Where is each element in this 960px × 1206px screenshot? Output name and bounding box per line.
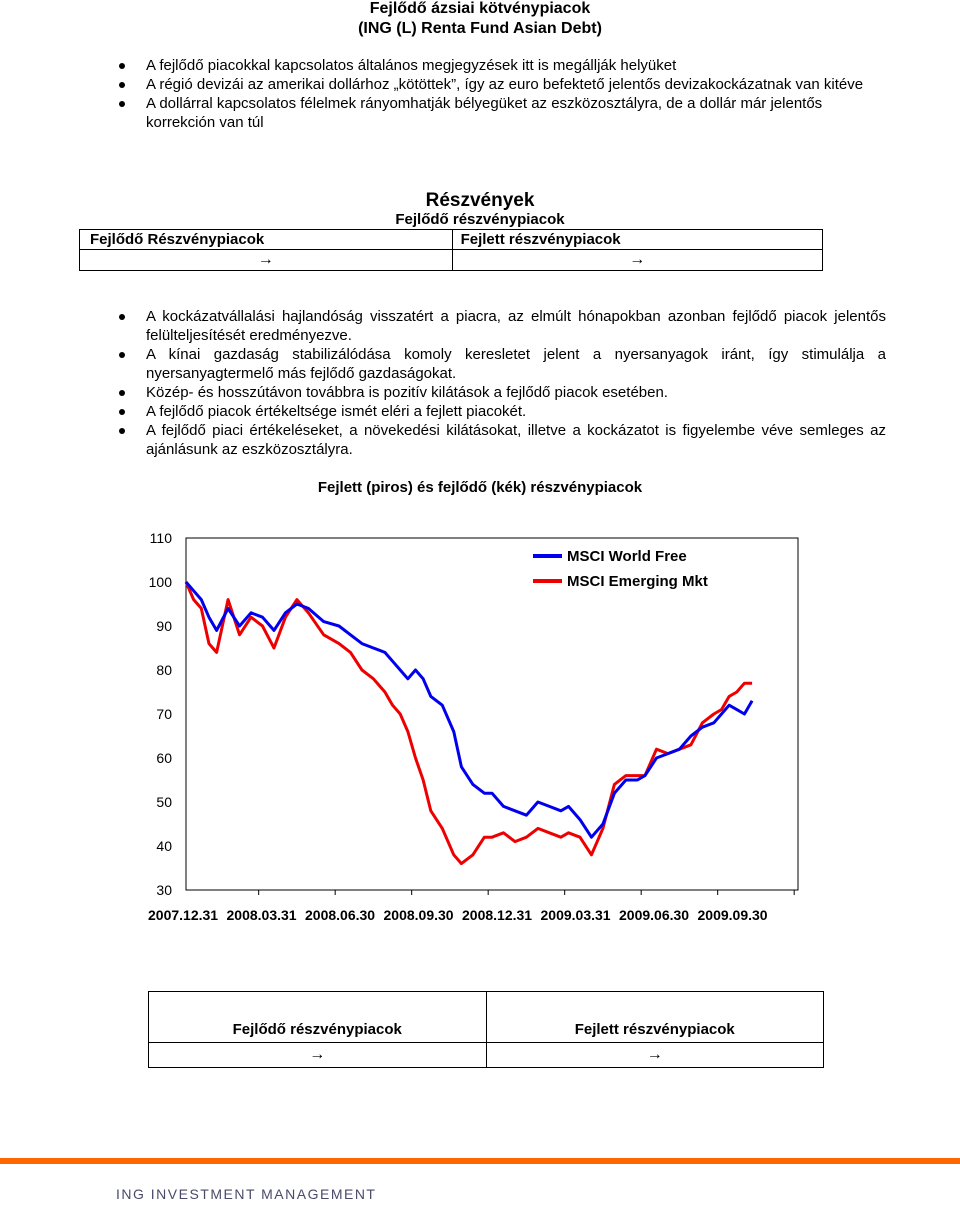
- bullet-icon: [119, 63, 125, 69]
- bullet-icon: [119, 428, 125, 434]
- y-tick-label: 80: [156, 662, 172, 678]
- bullet-icon: [119, 352, 125, 358]
- list-item: A fejlődő piacok értékeltsége ismét eléri a fejlett piacokét.: [146, 402, 886, 421]
- y-tick-label: 110: [149, 530, 172, 546]
- arrow-right-icon: →: [629, 251, 646, 268]
- section-subtitle: Fejlődő részvénypiacok: [395, 211, 565, 228]
- footer-accent-line: [0, 1158, 960, 1164]
- y-tick-label: 30: [156, 882, 172, 898]
- legend-label: MSCI Emerging Mkt: [567, 573, 708, 590]
- x-tick-label: 2007.12.31: [148, 907, 219, 923]
- list-item: A kínai gazdaság stabilizálódása komoly keresletet jelent a nyersanyagok iránt, így stimulálja a nyersanyagtermelő más fejlődő gazdaságokat.: [146, 345, 886, 383]
- table-header-emerging: Fejlődő Részvénypiacok: [80, 230, 453, 250]
- list-item: A fejlődő piacokkal kapcsolatos általános megjegyzések itt is megállják helyüket: [146, 56, 886, 75]
- table-header-emerging: Fejlődő részvénypiacok: [149, 992, 487, 1043]
- y-tick-label: 100: [148, 574, 172, 590]
- table-header-developed: Fejlett részvénypiacok: [486, 992, 824, 1043]
- series-line: [186, 582, 752, 837]
- list-item: A régió devizái az amerikai dollárhoz „kötöttek”, így az euro befektető jelentős devizakockázatnak van kitéve: [146, 75, 886, 94]
- line-chart: [0, 520, 960, 930]
- y-tick-label: 90: [156, 618, 172, 634]
- y-tick-label: 40: [156, 838, 172, 854]
- x-tick-label: 2008.03.31: [226, 907, 297, 923]
- footer-brand-logo: ING INVESTMENT MANAGEMENT: [116, 1186, 377, 1202]
- y-tick-label: 50: [156, 794, 172, 810]
- list-item: A fejlődő piaci értékeléseket, a növekedési kilátásokat, illetve a kockázatot is figyelembe véve semleges az ajánlásunk az eszközosztályra.: [146, 421, 886, 459]
- arrow-right-icon: →: [646, 1046, 663, 1063]
- list-item: Közép- és hosszútávon továbbra is pozitív kilátások a fejlődő piacok esetében.: [146, 383, 886, 402]
- bottom-recommendation-table: [148, 991, 824, 1068]
- page-title: Fejlődő ázsiai kötvénypiacok: [369, 0, 591, 17]
- x-tick-label: 2009.06.30: [619, 907, 690, 923]
- legend-label: MSCI World Free: [567, 548, 687, 565]
- series-line: [186, 582, 752, 864]
- bullet-icon: [119, 82, 125, 88]
- bullet-icon: [119, 314, 125, 320]
- page-subtitle: (ING (L) Renta Fund Asian Debt): [358, 20, 602, 37]
- arrow-right-icon: →: [309, 1046, 326, 1063]
- top-bullet-list: [146, 56, 886, 132]
- recommendation-table: [79, 229, 823, 271]
- chart-title: Fejlett (piros) és fejlődő (kék) részvénypiacok: [317, 479, 643, 496]
- y-tick-label: 60: [156, 750, 172, 766]
- arrow-right-icon: →: [257, 251, 274, 268]
- bullet-icon: [119, 390, 125, 396]
- table-header-developed: Fejlett részvénypiacok: [452, 230, 822, 250]
- x-tick-label: 2008.12.31: [462, 907, 533, 923]
- x-tick-label: 2008.06.30: [305, 907, 376, 923]
- bullet-icon: [119, 409, 125, 415]
- x-tick-label: 2009.09.30: [697, 907, 768, 923]
- section-title: Részvények: [425, 190, 535, 211]
- x-tick-label: 2008.09.30: [383, 907, 454, 923]
- y-tick-label: 70: [156, 706, 172, 722]
- mid-bullet-list: [146, 307, 886, 459]
- x-tick-label: 2009.03.31: [540, 907, 611, 923]
- list-item: A dollárral kapcsolatos félelmek rányomhatják bélyegüket az eszközosztályra, de a dollár már jelentős korrekción van túl: [146, 94, 886, 132]
- bullet-icon: [119, 101, 125, 107]
- list-item: A kockázatvállalási hajlandóság visszatért a piacra, az elmúlt hónapokban azonban fejlődő piacok jelentős felülteljesítését eredményezve.: [146, 307, 886, 345]
